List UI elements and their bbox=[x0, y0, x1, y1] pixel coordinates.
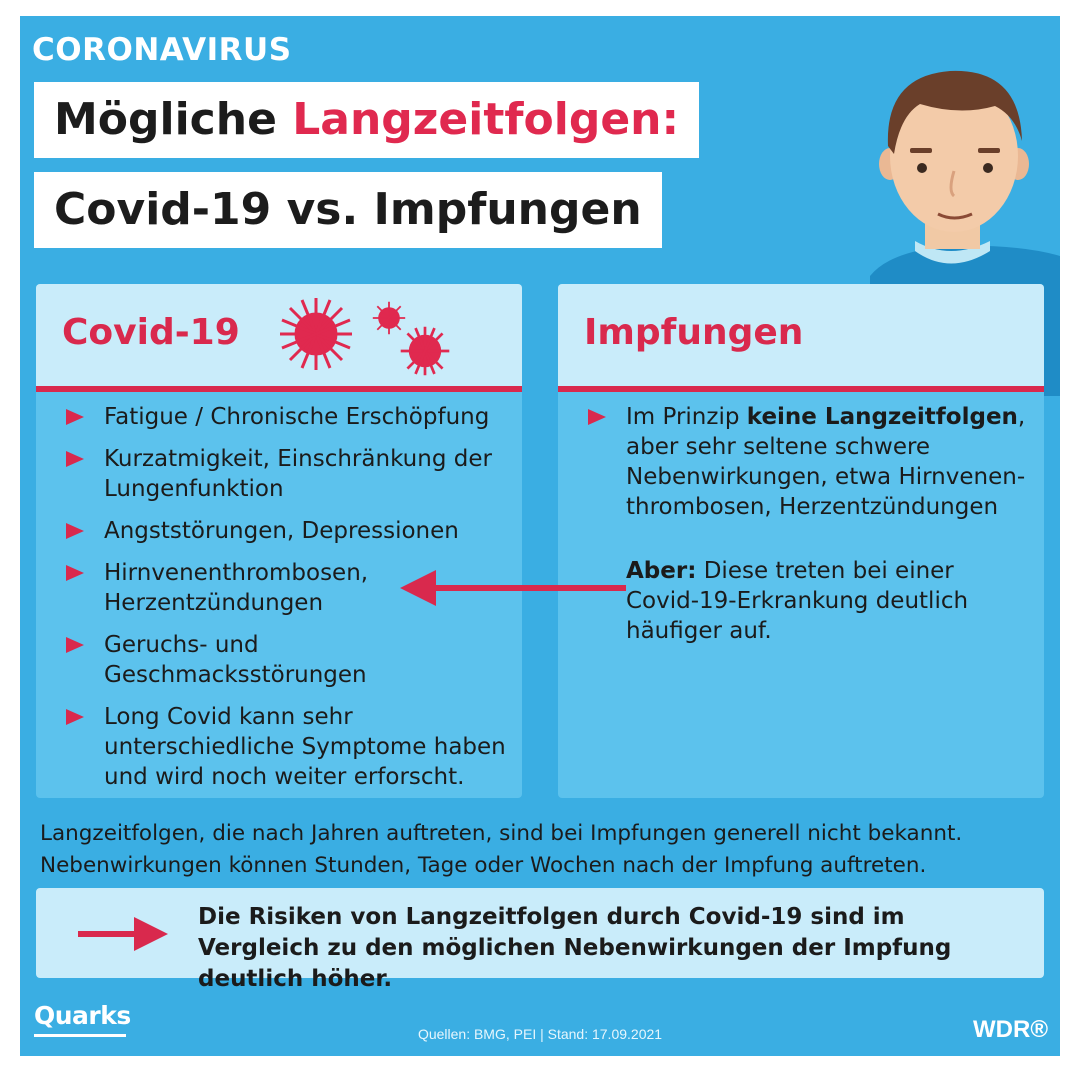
list-item: Hirnvenenthrombosen, Herzentzündungen bbox=[36, 558, 522, 618]
vaccine-item: Im Prinzip keine Langzeitfolgen, aber sehr seltene schwere Nebenwirkungen, etwa Hirnvenenthrombosen, Herzentzündungen bbox=[626, 404, 1026, 520]
note-text: Langzeitfolgen, die nach Jahren auftreten, sind bei Impfungen generell nicht bekannt. Nebenwirkungen können Stunden, Tage oder Wochen nach der Impfung auftreten. bbox=[40, 821, 963, 878]
quarks-logo: Quarks bbox=[34, 1001, 131, 1030]
title-line-1 bbox=[34, 82, 699, 158]
list-item: Geruchs- und Geschmacksstörungen bbox=[36, 630, 522, 690]
virus-medium-icon bbox=[398, 324, 452, 378]
bullet-triangle-icon bbox=[66, 451, 84, 467]
title-line-2: Covid-19 vs. Impfungen bbox=[34, 172, 662, 248]
wdr-logo: WDR® bbox=[973, 1016, 1048, 1043]
bullet-triangle-icon bbox=[588, 409, 606, 425]
vaccine-panel bbox=[558, 284, 1044, 798]
covid-panel bbox=[36, 284, 522, 798]
vaccine-panel-title: Impfungen bbox=[584, 312, 804, 353]
title-part-2: Langzeitfolgen: bbox=[292, 94, 680, 145]
kicker: CORONAVIRUS bbox=[32, 32, 292, 68]
list-item: Kurzatmigkeit, Einschränkung der Lungenfunktion bbox=[36, 444, 522, 504]
arrow-left-icon bbox=[400, 568, 630, 608]
vaccine-panel-header bbox=[558, 284, 1044, 392]
conclusion-text: Die Risiken von Langzeitfolgen durch Covid-19 sind im Vergleich zu den möglichen Nebenwirkungen der Impfung deutlich höher. bbox=[198, 904, 952, 992]
covid-panel-title: Covid-19 bbox=[62, 312, 240, 353]
bullet-triangle-icon bbox=[66, 709, 84, 725]
vaccine-aber-note: Aber: Diese treten bei einer Covid-19-Erkrankung deutlich häufiger auf. bbox=[626, 558, 969, 644]
infographic bbox=[20, 16, 1060, 1056]
list-item: Fatigue / Chronische Erschöpfung bbox=[36, 402, 522, 432]
source-text: Quellen: BMG, PEI | Stand: 17.09.2021 bbox=[417, 1026, 663, 1042]
covid-panel-header bbox=[36, 284, 522, 392]
title-part-1: Mögliche bbox=[54, 94, 293, 145]
bullet-triangle-icon bbox=[66, 565, 84, 581]
arrow-right-icon bbox=[76, 916, 168, 952]
bullet-triangle-icon bbox=[66, 409, 84, 425]
virus-icon bbox=[276, 294, 356, 374]
bullet-triangle-icon bbox=[66, 523, 84, 539]
bullet-triangle-icon bbox=[66, 637, 84, 653]
list-item: Angststörungen, Depressionen bbox=[36, 516, 522, 546]
list-item: Long Covid kann sehr unterschiedliche Symptome haben und wird noch weiter erforscht. bbox=[36, 702, 522, 792]
conclusion-callout bbox=[36, 888, 1044, 992]
